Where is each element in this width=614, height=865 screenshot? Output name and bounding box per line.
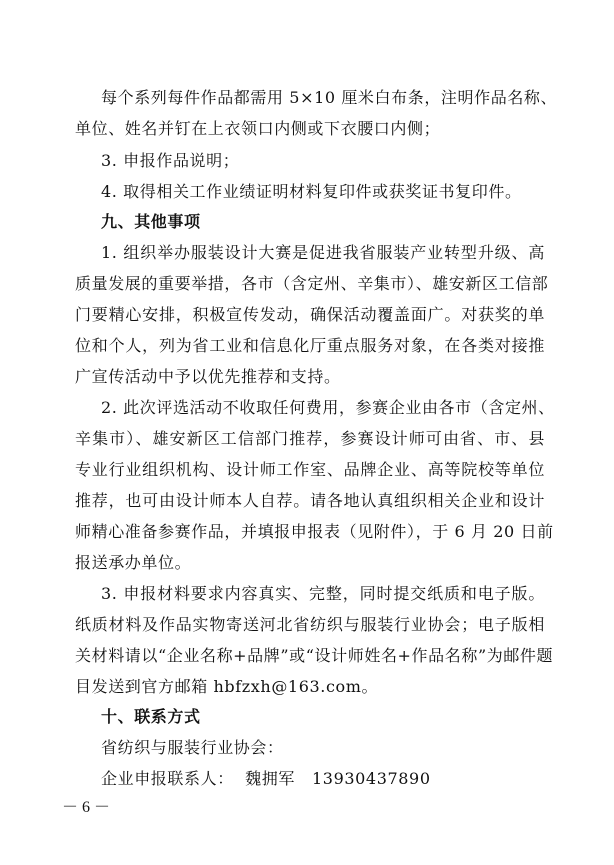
list-item: 3. 申报作品说明；	[101, 151, 240, 170]
body-text-line: 位和个人，列为省工业和信息化厅重点服务对象，在各类对接推	[75, 336, 545, 355]
body-text-line: 关材料请以“企业名称+品牌”或“设计师姓名+作品名称”为邮件题	[75, 646, 554, 665]
body-text-line: 目发送到官方邮箱 hbfzxh@163.com。	[75, 677, 379, 696]
body-text-line: 广宣传活动中予以优先推荐和支持。	[75, 367, 341, 386]
body-text-line: 纸质材料及作品实物寄送河北省纺织与服装行业协会；电子版相	[75, 615, 545, 634]
body-text-line: 每个系列每件作品都需用 5×10 厘米白布条，注明作品名称、	[101, 88, 558, 107]
body-text-line: 1. 组织举办服装设计大赛是促进我省服装产业转型升级、高	[101, 243, 545, 262]
body-text-line: 3. 申报材料要求内容真实、完整，同时提交纸质和电子版。	[101, 584, 545, 603]
contact-org: 省纺织与服装行业协会：	[101, 738, 284, 757]
body-text-line: 质量发展的重要举措，各市（含定州、辛集市）、雄安新区工信部	[75, 274, 549, 293]
contact-person: 企业申报联系人： 魏拥军 13930437890	[101, 769, 431, 788]
body-text-line: 推荐，也可由设计师本人自荐。请各地认真组织相关企业和设计	[75, 491, 545, 510]
body-text-line: 师精心准备参赛作品，并填报申报表（见附件），于 6 月 20 日前	[75, 522, 554, 541]
body-text-line: 专业行业组织机构、设计师工作室、品牌企业、高等院校等单位	[75, 460, 545, 479]
body-text-line: 2. 此次评选活动不收取任何费用，参赛企业由各市（含定州、	[101, 398, 555, 417]
section-heading: 九、其他事项	[101, 212, 201, 231]
page-number: － 6 －	[62, 799, 111, 816]
section-heading: 十、联系方式	[101, 707, 201, 726]
body-text-line: 辛集市）、雄安新区工信部门推荐，参赛设计师可由省、市、县	[75, 429, 545, 448]
body-text-line: 报送承办单位。	[75, 553, 192, 572]
list-item: 4. 取得相关工作业绩证明材料复印件或获奖证书复印件。	[101, 182, 522, 201]
body-text-line: 单位、姓名并钉在上衣领口内侧或下衣腰口内侧；	[75, 119, 441, 138]
body-text-line: 门要精心安排，积极宣传发动，确保活动覆盖面广。对获奖的单	[75, 305, 545, 324]
